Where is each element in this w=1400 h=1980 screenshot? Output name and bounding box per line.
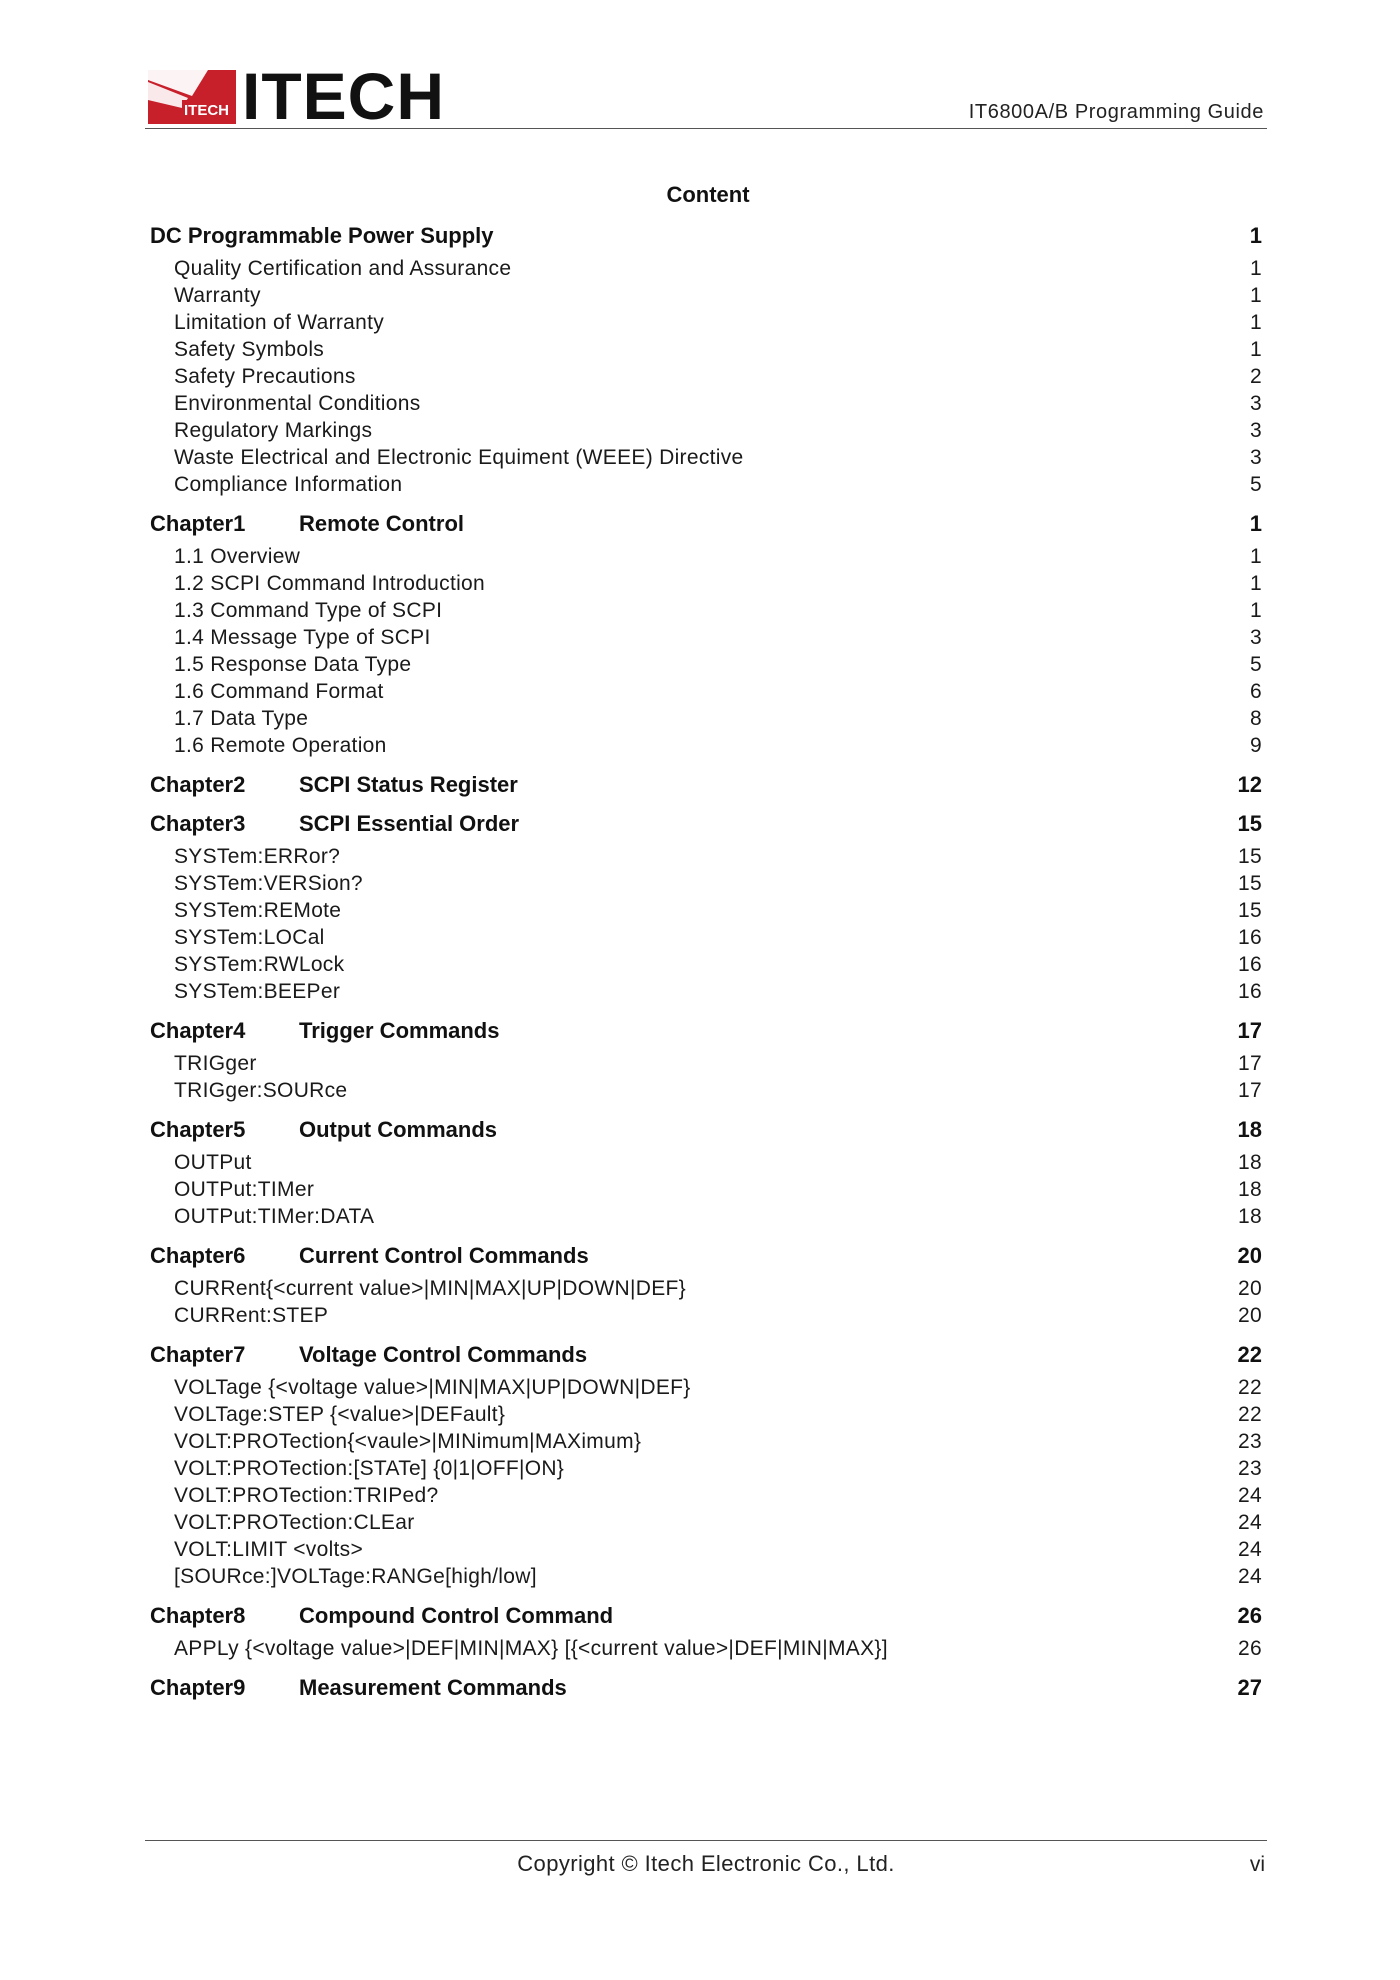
item-page-number: 3 <box>1250 446 1262 469</box>
document-title: IT6800A/B Programming Guide <box>968 101 1264 123</box>
toc-item-entry[interactable] <box>150 897 1262 924</box>
chapter-title: Output Commands <box>299 1117 497 1142</box>
item-title: Compliance Information <box>174 473 403 496</box>
chapter-title: SCPI Essential Order <box>299 811 520 836</box>
item-page-number: 16 <box>1238 980 1262 1003</box>
item-title: SYSTem:VERSion? <box>174 872 363 895</box>
item-page-number: 15 <box>1238 872 1262 895</box>
item-title: Waste Electrical and Electronic Equiment (WEEE) Directive <box>174 446 744 469</box>
item-page-number: 26 <box>1238 1637 1262 1660</box>
toc-item-entry[interactable] <box>150 255 1262 282</box>
item-title: SYSTem:BEEPer <box>174 980 341 1003</box>
item-title: APPLy {<voltage value>|DEF|MIN|MAX} [{<current value>|DEF|MIN|MAX}] <box>174 1637 888 1660</box>
logo-wordmark: ITECH <box>242 59 445 133</box>
toc-item-entry[interactable] <box>150 471 1262 498</box>
toc-item-entry[interactable] <box>150 951 1262 978</box>
item-title: VOLT:PROTection:CLEar <box>174 1511 415 1534</box>
item-page-number: 1 <box>1250 599 1262 622</box>
item-title: Limitation of Warranty <box>174 311 385 334</box>
item-page-number: 16 <box>1238 953 1262 976</box>
item-title: VOLT:PROTection{<vaule>|MINimum|MAXimum} <box>174 1430 642 1453</box>
copyright-notice: Copyright © Itech Electronic Co., Ltd. <box>517 1851 895 1876</box>
toc-chapter-entry[interactable] <box>150 1242 1262 1269</box>
item-title: 1.1 Overview <box>174 545 301 568</box>
item-page-number: 24 <box>1238 1538 1262 1561</box>
toc-item-entry[interactable] <box>150 1563 1262 1590</box>
item-title: SYSTem:RWLock <box>174 953 345 976</box>
toc-item-entry[interactable] <box>150 1536 1262 1563</box>
toc-item-entry[interactable] <box>150 282 1262 309</box>
chapter-page-number: 1 <box>1249 511 1262 536</box>
item-page-number: 17 <box>1238 1052 1262 1075</box>
item-title: SYSTem:ERRor? <box>174 845 341 868</box>
item-page-number: 3 <box>1250 419 1262 442</box>
toc-chapter-entry[interactable] <box>150 1674 1262 1701</box>
item-page-number: 1 <box>1250 284 1262 307</box>
item-page-number: 24 <box>1238 1565 1262 1588</box>
toc-item-entry[interactable] <box>150 1050 1262 1077</box>
toc-item-entry[interactable] <box>150 1401 1262 1428</box>
toc-item-entry[interactable] <box>150 624 1262 651</box>
item-page-number: 2 <box>1250 365 1262 388</box>
toc-item-entry[interactable] <box>150 870 1262 897</box>
item-page-number: 5 <box>1250 653 1262 676</box>
item-title: SYSTem:LOCal <box>174 926 325 949</box>
chapter-title: SCPI Status Register <box>299 772 518 797</box>
item-page-number: 18 <box>1238 1151 1262 1174</box>
item-title: Safety Precautions <box>174 365 356 388</box>
chapter-title: Measurement Commands <box>299 1675 567 1700</box>
itech-logo <box>148 59 445 133</box>
chapter-number: Chapter8 <box>150 1603 246 1628</box>
toc-chapter-entry[interactable] <box>150 510 1262 537</box>
chapter-title: Trigger Commands <box>299 1018 500 1043</box>
chapter-page-number: 1 <box>1249 223 1262 248</box>
item-title: VOLTage:STEP {<value>|DEFault} <box>174 1403 506 1426</box>
toc-chapter-entry[interactable] <box>150 1602 1262 1629</box>
toc-chapter-entry[interactable] <box>150 1116 1262 1143</box>
item-page-number: 8 <box>1250 707 1262 730</box>
page-header <box>145 59 1267 133</box>
chapter-page-number: 18 <box>1237 1117 1262 1142</box>
chapter-title: Current Control Commands <box>299 1243 589 1268</box>
chapter-number: Chapter5 <box>150 1117 246 1142</box>
toc-chapter-entry[interactable] <box>150 810 1262 837</box>
item-page-number: 1 <box>1250 311 1262 334</box>
item-title: 1.7 Data Type <box>174 707 309 730</box>
toc-item-entry[interactable] <box>150 1149 1262 1176</box>
chapter-number: Chapter6 <box>150 1243 246 1268</box>
item-page-number: 18 <box>1238 1178 1262 1201</box>
item-title: 1.6 Command Format <box>174 680 384 703</box>
item-title: SYSTem:REMote <box>174 899 342 922</box>
item-page-number: 1 <box>1250 572 1262 595</box>
item-page-number: 22 <box>1238 1376 1262 1399</box>
item-title: Safety Symbols <box>174 338 325 361</box>
item-title: [SOURce:]VOLTage:RANGe[high/low] <box>174 1565 537 1588</box>
chapter-number: Chapter9 <box>150 1675 246 1700</box>
item-title: OUTPut <box>174 1151 252 1174</box>
item-page-number: 3 <box>1250 392 1262 415</box>
item-title: Warranty <box>174 284 261 307</box>
toc-item-entry[interactable] <box>150 417 1262 444</box>
item-page-number: 23 <box>1238 1457 1262 1480</box>
item-title: VOLT:PROTection:TRIPed? <box>174 1484 439 1507</box>
toc-item-entry[interactable] <box>150 1176 1262 1203</box>
toc-item-entry[interactable] <box>150 1509 1262 1536</box>
toc-item-entry[interactable] <box>150 390 1262 417</box>
item-page-number: 3 <box>1250 626 1262 649</box>
item-page-number: 20 <box>1238 1304 1262 1327</box>
item-page-number: 16 <box>1238 926 1262 949</box>
toc-item-entry[interactable] <box>150 444 1262 471</box>
toc-item-entry[interactable] <box>150 336 1262 363</box>
toc-chapter-entry[interactable] <box>150 222 1262 249</box>
item-title: Quality Certification and Assurance <box>174 257 512 280</box>
toc-item-entry[interactable] <box>150 363 1262 390</box>
item-title: 1.4 Message Type of SCPI <box>174 626 431 649</box>
toc-item-entry[interactable] <box>150 1455 1262 1482</box>
item-page-number: 20 <box>1238 1277 1262 1300</box>
item-page-number: 1 <box>1250 545 1262 568</box>
toc-item-entry[interactable] <box>150 1203 1262 1230</box>
item-page-number: 9 <box>1250 734 1262 757</box>
item-title: TRIGger:SOURce <box>174 1079 348 1102</box>
item-title: Environmental Conditions <box>174 392 421 415</box>
toc-item-entry[interactable] <box>150 1302 1262 1329</box>
page-footer <box>145 1840 1267 1881</box>
item-title: OUTPut:TIMer <box>174 1178 315 1201</box>
item-title: CURRent:STEP <box>174 1304 329 1327</box>
item-page-number: 15 <box>1238 899 1262 922</box>
chapter-page-number: 26 <box>1237 1603 1262 1628</box>
page-number: vi <box>1249 1853 1265 1876</box>
chapter-page-number: 20 <box>1237 1243 1262 1268</box>
toc-item-entry[interactable] <box>150 597 1262 624</box>
toc-item-entry[interactable] <box>150 570 1262 597</box>
chapter-page-number: 15 <box>1237 811 1262 836</box>
toc-item-entry[interactable] <box>150 1374 1262 1401</box>
chapter-title: Voltage Control Commands <box>299 1342 588 1367</box>
item-page-number: 1 <box>1250 257 1262 280</box>
item-title: VOLT:LIMIT <volts> <box>174 1538 364 1561</box>
item-title: VOLT:PROTection:[STATe] {0|1|OFF|ON} <box>174 1457 565 1480</box>
chapter-page-number: 27 <box>1237 1675 1262 1700</box>
chapter-number: Chapter2 <box>150 772 246 797</box>
chapter-title: Compound Control Command <box>299 1603 614 1628</box>
item-title: Regulatory Markings <box>174 419 373 442</box>
toc-item-entry[interactable] <box>150 1275 1262 1302</box>
logo-mark-icon <box>148 70 236 124</box>
item-title: TRIGger <box>174 1052 257 1075</box>
chapter-number: Chapter3 <box>150 811 246 836</box>
item-page-number: 17 <box>1238 1079 1262 1102</box>
toc-item-entry[interactable] <box>150 705 1262 732</box>
chapter-page-number: 22 <box>1237 1342 1262 1367</box>
item-page-number: 24 <box>1238 1484 1262 1507</box>
item-page-number: 24 <box>1238 1511 1262 1534</box>
item-page-number: 6 <box>1250 680 1262 703</box>
toc-item-entry[interactable] <box>150 1077 1262 1104</box>
item-title: 1.3 Command Type of SCPI <box>174 599 443 622</box>
chapter-number: Chapter4 <box>150 1018 246 1043</box>
item-page-number: 15 <box>1238 845 1262 868</box>
chapter-title: DC Programmable Power Supply <box>150 223 494 248</box>
toc-item-entry[interactable] <box>150 1428 1262 1455</box>
toc-chapter-entry[interactable] <box>150 771 1262 798</box>
toc-item-entry[interactable] <box>150 924 1262 951</box>
item-page-number: 23 <box>1238 1430 1262 1453</box>
item-title: 1.2 SCPI Command Introduction <box>174 572 486 595</box>
table-of-contents <box>150 222 1262 1707</box>
logo-mark-text: ITECH <box>184 102 229 119</box>
item-page-number: 1 <box>1250 338 1262 361</box>
item-title: OUTPut:TIMer:DATA <box>174 1205 375 1228</box>
toc-chapter-entry[interactable] <box>150 1341 1262 1368</box>
toc-item-entry[interactable] <box>150 543 1262 570</box>
toc-item-entry[interactable] <box>150 978 1262 1005</box>
toc-item-entry[interactable] <box>150 309 1262 336</box>
toc-chapter-entry[interactable] <box>150 1017 1262 1044</box>
item-page-number: 22 <box>1238 1403 1262 1426</box>
item-page-number: 18 <box>1238 1205 1262 1228</box>
toc-item-entry[interactable] <box>150 843 1262 870</box>
toc-heading: Content <box>666 182 750 207</box>
chapter-title: Remote Control <box>299 511 464 536</box>
chapter-number: Chapter1 <box>150 511 246 536</box>
toc-item-entry[interactable] <box>150 678 1262 705</box>
chapter-number: Chapter7 <box>150 1342 246 1367</box>
item-title: VOLTage {<voltage value>|MIN|MAX|UP|DOWN|DEF} <box>174 1376 691 1399</box>
item-title: CURRent{<current value>|MIN|MAX|UP|DOWN|DEF} <box>174 1277 686 1300</box>
toc-item-entry[interactable] <box>150 1482 1262 1509</box>
item-page-number: 5 <box>1250 473 1262 496</box>
chapter-page-number: 12 <box>1237 772 1262 797</box>
item-title: 1.6 Remote Operation <box>174 734 387 757</box>
chapter-page-number: 17 <box>1237 1018 1262 1043</box>
toc-item-entry[interactable] <box>150 1635 1262 1662</box>
item-title: 1.5 Response Data Type <box>174 653 412 676</box>
toc-item-entry[interactable] <box>150 732 1262 759</box>
toc-item-entry[interactable] <box>150 651 1262 678</box>
